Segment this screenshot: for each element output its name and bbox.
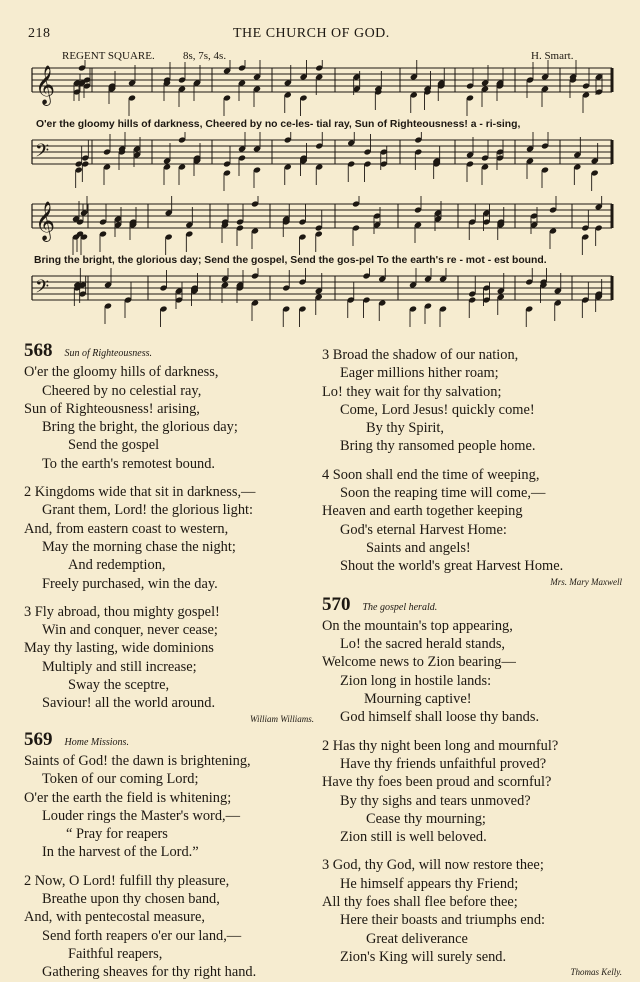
verse-line: Multiply and still increase; (42, 658, 197, 675)
page-number: 218 (28, 26, 51, 41)
verse-line: Cease thy mourning; (366, 810, 486, 827)
hymn-heading-569 (24, 728, 314, 752)
verse-line: By thy Spirit, (366, 420, 444, 437)
verse-line: Token of our coming Lord; (42, 771, 199, 788)
bass-clef-icon: 𝄢 (35, 277, 50, 302)
verse-line: 2 Kingdoms wide that sit in darkness,— (24, 484, 256, 501)
verse-line: Lo! the sacred herald stands, (340, 636, 506, 653)
verse-line: 3 Fly abroad, thou mighty gospel! (24, 603, 220, 620)
hymn-number: 569 (24, 728, 53, 750)
verse-line: And, from eastern coast to western, (24, 520, 229, 537)
right-column (322, 346, 622, 978)
verse-line: Bring the bright, the glorious day; (42, 419, 238, 436)
verse-line: Zion's King will surely send. (340, 948, 507, 965)
verse-line: Bring thy ransomed people home. (340, 438, 536, 455)
verse-line: In the harvest of the Lord.” (42, 844, 199, 861)
verse-line: He himself appears thy Friend; (340, 875, 519, 892)
hymn-number: 570 (322, 593, 351, 615)
music-staff-system-1-bass (0, 132, 640, 202)
verse-line: Grant them, Lord! the glorious light: (42, 502, 254, 519)
verse-line: 4 Soon shall end the time of weeping, (322, 466, 540, 483)
verse-line: And redemption, (68, 557, 166, 574)
hymn-author: William Williams. (249, 713, 314, 724)
verse-line: Louder rings the Master's word,— (42, 807, 241, 824)
hymn-title: Home Missions. (64, 736, 129, 748)
verse-line: Here their boasts and triumphs end: (340, 912, 546, 929)
verse-line: 2 Has thy night been long and mournful? (322, 737, 559, 754)
page-title: THE CHURCH OF GOD. (233, 26, 390, 41)
verse-line: Zion still is well beloved. (340, 829, 487, 846)
tune-composer: H. Smart. (531, 50, 574, 62)
hymn-author: Thomas Kelly. (570, 967, 622, 978)
music-staff-system-2-bass (0, 268, 640, 338)
verse-line: 3 Broad the shadow of our nation, (322, 347, 519, 363)
verse-line: Breathe upon thy chosen band, (42, 891, 220, 908)
hymn-title: Sun of Righteousness. (64, 348, 152, 359)
verse-line: 3 God, thy God, will now restore thee; (322, 857, 544, 874)
music-lyrics-line-1: O'er the gloomy hills of darkness, Cheered by no ce-les- tial ray, Sun of Righteousness! a - ri-sing, (36, 119, 521, 130)
verse-line: By thy sighs and tears unmoved? (340, 792, 531, 809)
verse-line: Shout the world's great Harvest Home. (340, 558, 564, 575)
verse-line: 2 Now, O Lord! fulfill thy pleasure, (24, 872, 230, 889)
verse-line: God's eternal Harvest Home: (340, 521, 507, 538)
verse-line: God himself shall loose thy bands. (340, 709, 540, 726)
verse-line: Zion long in hostile lands: (340, 672, 492, 689)
verse-line: Freely purchased, win the day. (42, 575, 218, 592)
verse-line: Soon the reaping time will come,— (340, 485, 546, 502)
verse-line: Faithful reapers, (68, 945, 163, 962)
verse-line: “ Pray for reapers (66, 826, 168, 843)
hymn-number: 568 (24, 340, 53, 361)
verse-line: Eager millions hither roam; (340, 365, 499, 382)
verse-line: May thy lasting, wide dominions (24, 640, 214, 657)
verse-line: Lo! they wait for thy salvation; (322, 383, 502, 400)
verse-line: May the morning chase the night; (42, 538, 236, 555)
verse-line: Send forth reapers o'er our land,— (42, 927, 242, 944)
hymn-author: Mrs. Mary Maxwell (550, 576, 622, 587)
verse-line: Send the gospel (68, 437, 160, 454)
verse-line: Sway the sceptre, (68, 677, 170, 694)
verse-line: Saints of God! the dawn is brightening, (24, 752, 251, 769)
verse-line: Cheered by no celestial ray, (42, 382, 202, 399)
hymn-heading-568 (24, 342, 314, 363)
verse-line: Win and conquer, never cease; (42, 622, 218, 639)
verse-line: O'er the gloomy hills of darkness, (24, 364, 219, 381)
verse-line: Saints and angels! (366, 539, 471, 556)
verse-line: Welcome news to Zion bearing— (322, 654, 516, 671)
verse-line: Come, Lord Jesus! quickly come! (340, 401, 535, 418)
verse-line: Great deliverance (366, 930, 468, 947)
verse-line: On the mountain's top appearing, (322, 617, 513, 634)
treble-clef-icon: 𝄞 (35, 201, 56, 241)
verse-line: O'er the earth the field is whitening; (24, 789, 232, 806)
music-lyrics-line-2: Bring the bright, the glorious day; Send the gospel, Send the gos-pel To the earth's re - mot - est bound. (34, 255, 547, 266)
tune-name: REGENT SQUARE. (62, 50, 155, 62)
verse-line: Saviour! all the world around. (42, 695, 216, 712)
verse-line: Gathering sheaves for thy right hand. (42, 964, 257, 981)
hymn-heading-570 (322, 593, 622, 617)
verse-line: And, with pentecostal measure, (24, 909, 206, 926)
verse-line: All thy foes shall flee before thee; (322, 894, 518, 911)
verse-line: Heaven and earth together keeping (322, 503, 523, 520)
treble-clef-icon: 𝄞 (35, 65, 56, 105)
verse-line: To the earth's remotest bound. (42, 455, 216, 472)
hymn-title: The gospel herald. (362, 601, 438, 613)
verse-line: Sun of Righteousness! arising, (24, 400, 200, 417)
verse-line: Have thy foes been proud and scornful? (322, 774, 552, 791)
verse-line: Have thy friends unfaithful proved? (340, 755, 547, 772)
left-column (24, 342, 314, 982)
verse-line: Mourning captive! (364, 691, 472, 708)
tune-meter: 8s, 7s, 4s. (183, 50, 227, 62)
bass-clef-icon: 𝄢 (35, 141, 50, 166)
